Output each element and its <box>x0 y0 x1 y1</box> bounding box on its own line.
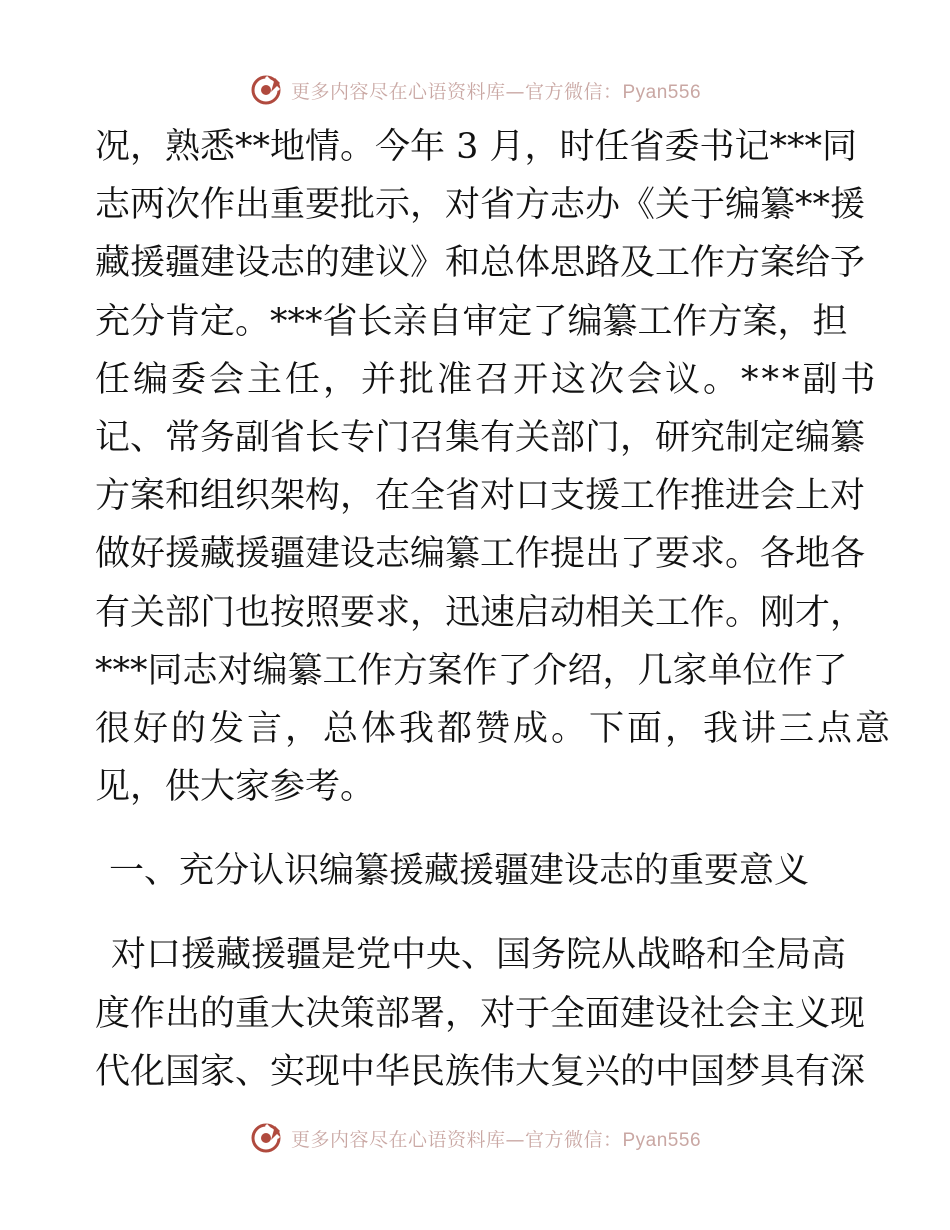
header-watermark <box>0 70 950 110</box>
text-line: 任编委会主任，并批准召开这次会议。***副书 <box>95 359 879 400</box>
text-line: 有关部门也按照要求，迅速启动相关工作。刚才， <box>95 592 866 633</box>
text-line: 记、常务副省长专门召集有关部门，研究制定编纂 <box>95 417 866 458</box>
watermark-text: 更多内容尽在心语资料库—官方微信：Pyan556 <box>290 1128 702 1151</box>
section-heading: 一、充分认识编纂援藏援疆建设志的重要意义 <box>109 851 810 892</box>
brand-logo-icon <box>249 1121 283 1155</box>
brand-logo-icon <box>249 73 283 107</box>
text-line: 代化国家、实现中华民族伟大复兴的中国梦具有深 <box>95 1051 866 1092</box>
watermark-text: 更多内容尽在心语资料库—官方微信：Pyan556 <box>290 80 702 103</box>
footer-watermark <box>0 1118 950 1158</box>
paragraph-1 <box>95 118 894 816</box>
document-body <box>95 118 894 1101</box>
text-line: 志两次作出重要批示，对省方志办《关于编纂**援 <box>95 185 866 226</box>
text-line: 见，供大家参考。 <box>95 767 376 808</box>
text-line: 况，熟悉**地情。今年 3 月，时任省委书记***同 <box>95 127 858 167</box>
paragraph-2 <box>95 926 866 1101</box>
text-line: 方案和组织架构，在全省对口支援工作推进会上对 <box>95 476 866 517</box>
text-line: 充分肯定。***省长亲自审定了编纂工作方案，担 <box>95 301 848 342</box>
text-line: 做好援藏援疆建设志编纂工作提出了要求。各地各 <box>95 534 866 575</box>
text-line: 很好的发言，总体我都赞成。下面，我讲三点意 <box>95 708 894 749</box>
text-line: 对口援藏援疆是党中央、国务院从战略和全局高 <box>111 935 847 976</box>
text-line: ***同志对编纂工作方案作了介绍，几家单位作了 <box>95 650 848 691</box>
text-line: 度作出的重大决策部署，对于全面建设社会主义现 <box>95 993 866 1034</box>
text-line: 藏援疆建设志的建议》和总体思路及工作方案给予 <box>95 243 866 284</box>
